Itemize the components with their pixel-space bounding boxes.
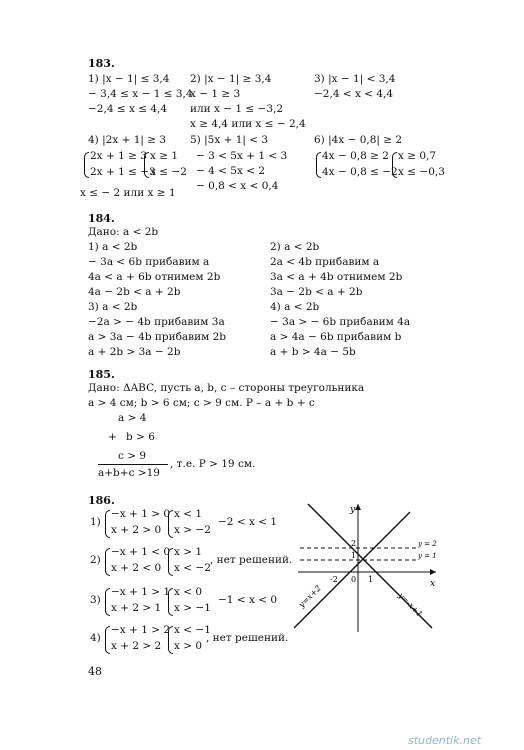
label-y-equals-minus-x-plus-1: y=-x+1	[396, 591, 425, 619]
p186-row1-brace2	[168, 510, 173, 538]
p186-row2-brace	[105, 548, 110, 576]
p186-row4-number: 4)	[90, 632, 101, 644]
p185-sum-total: a+b+c >19	[98, 467, 160, 479]
p183-c3-line2: −2,4 < x < 4,4	[314, 88, 394, 100]
page-number: 48	[88, 665, 102, 678]
p184-right-line: a > 4a − 6b прибавим b	[270, 331, 402, 343]
problem-184-header: 184.	[88, 212, 115, 225]
p183-c6-brace	[316, 152, 321, 178]
p183-c4-brace	[84, 152, 89, 178]
p186-row1-res1: x < 1	[174, 508, 203, 520]
p184-right-line: 2a < 4b прибавим a	[270, 256, 380, 268]
p186-row4-brace	[105, 626, 110, 654]
tick-x1-label: 1	[368, 575, 374, 584]
p185-conditions: a > 4 см; b > 6 см; c > 9 см. P – a + b + c	[88, 397, 315, 409]
p186-row3-brace	[105, 588, 110, 616]
p184-left-line: −2a > − 4b прибавим 3a	[88, 316, 225, 328]
tick-1-label: 1	[351, 551, 357, 560]
p183-c2-line2: x − 1 ≥ 3	[190, 88, 241, 100]
p186-row3-res1: x < 0	[174, 586, 203, 598]
p183-c4-res1: x ≥ 1	[150, 150, 179, 162]
watermark: studentik.net	[408, 734, 482, 747]
p185-sum-bar	[98, 464, 168, 465]
tick-0-label: 0	[351, 575, 357, 584]
p186-row1-brace	[105, 510, 110, 538]
tick-minus-2-label: -2	[330, 575, 338, 584]
p184-right-line: 4) a < 2b	[270, 301, 320, 313]
p183-c4-sys1: 2x + 1 ≥ 3	[90, 150, 147, 162]
p185-sum-line3: c > 9	[118, 450, 147, 462]
p186-row3-sys1: −x + 1 > 1	[111, 586, 171, 598]
p186-row1-number: 1)	[90, 516, 101, 528]
p183-c4-line1: 4) |2x + 1| ≥ 3	[88, 134, 167, 146]
y-axis-arrow-icon	[355, 504, 361, 510]
p183-c2-line4: x ≥ 4,4 или x ≤ − 2,4	[190, 118, 306, 130]
p186-row4-sys2: x + 2 > 2	[111, 640, 162, 652]
problem-186-header: 186.	[88, 494, 115, 507]
p186-row2-brace2	[168, 548, 173, 576]
p183-c5-line4: − 0,8 < x < 0,4	[196, 180, 279, 192]
problem-183-header: 183.	[88, 57, 115, 70]
p184-left-line: 3) a < 2b	[88, 301, 138, 313]
p185-sum-line1: a > 4	[118, 412, 147, 424]
p183-c4-brace2	[144, 152, 149, 178]
p184-right-line: 3a − 2b < a + 2b	[270, 286, 363, 298]
p184-left-line: 4a < a + 6b отнимем 2b	[88, 271, 221, 283]
p184-left-line: a + 2b > 3a − 2b	[88, 346, 181, 358]
p186-row1-res2: x > −2	[174, 524, 211, 536]
p184-left-line: 4a − 2b < a + 2b	[88, 286, 181, 298]
p184-given: Дано: a < 2b	[88, 226, 159, 238]
p184-left-line: 1) a < 2b	[88, 241, 138, 253]
p186-row3-res2: x > −1	[174, 602, 211, 614]
p186-row3-answer: −1 < x < 0	[218, 594, 278, 606]
p183-c4-res2: x ≤ −2	[150, 166, 187, 178]
p186-row4-brace2	[168, 626, 173, 654]
p186-row1-answer: −2 < x < 1	[218, 516, 278, 528]
p186-row1-sys2: x + 2 > 0	[111, 524, 162, 536]
p183-c6-sys1: 4x − 0,8 ≥ 2	[322, 150, 389, 162]
p183-c1-line2: − 3,4 ≤ x − 1 ≤ 3,4	[88, 88, 193, 100]
p184-left-line: − 3a < 6b прибавим a	[88, 256, 210, 268]
p184-left-line: a > 3a − 4b прибавим 2b	[88, 331, 227, 343]
p183-c6-sys2: 4x − 0,8 ≤ −2	[322, 166, 398, 178]
p183-c5-line2: − 3 < 5x + 1 < 3	[196, 150, 288, 162]
p184-right-line: − 3a > − 6b прибавим 4a	[270, 316, 411, 328]
p183-c6-res2: x ≤ −0,3	[398, 166, 445, 178]
p185-conclusion: , т.е. P > 19 см.	[170, 458, 256, 470]
line-y-equals-x-plus-2	[294, 512, 410, 628]
p183-c6-res1: x ≥ 0,7	[398, 150, 437, 162]
x-axis-arrow-icon	[430, 569, 436, 575]
p183-c2-line3: или x − 1 ≤ −3,2	[190, 103, 284, 115]
p186-row2-res1: x > 1	[174, 546, 203, 558]
p183-c4-answer: x ≤ − 2 или x ≥ 1	[80, 187, 176, 199]
p186-row3-number: 3)	[90, 594, 101, 606]
label-y-equals-x-plus-2: y=x+2	[297, 583, 323, 610]
p186-row2-answer: , нет решений.	[210, 554, 293, 566]
p186-row1-sys1: −x + 1 > 0	[111, 508, 171, 520]
p183-c2-line1: 2) |x − 1| ≥ 3,4	[190, 73, 272, 85]
p186-row3-sys2: x + 2 > 1	[111, 602, 162, 614]
x-axis-label: x	[430, 579, 436, 589]
p184-right-line: 2) a < 2b	[270, 241, 320, 253]
p184-right-line: 3a < a + 4b отнимем 2b	[270, 271, 403, 283]
p186-row4-res1: x < −1	[174, 624, 211, 636]
p183-c3-line1: 3) |x − 1| < 3,4	[314, 73, 396, 85]
p184-right-line: a + b > 4a − 5b	[270, 346, 356, 358]
p186-row2-sys2: x + 2 < 0	[111, 562, 162, 574]
p183-c5-line1: 5) |5x + 1| < 3	[190, 134, 269, 146]
tick-2-label: 2	[351, 539, 357, 548]
label-y-equals-1: y = 1	[418, 552, 437, 560]
label-y-equals-2: y = 2	[418, 540, 437, 548]
p183-c1-line3: −2,4 ≤ x ≤ 4,4	[88, 103, 168, 115]
p183-c4-sys2: 2x + 1 ≤ −3	[90, 166, 156, 178]
p186-row2-sys1: −x + 1 < 0	[111, 546, 171, 558]
p186-row2-res2: x < −2	[174, 562, 211, 574]
p186-row4-sys1: −x + 1 > 2	[111, 624, 171, 636]
p186-row2-number: 2)	[90, 554, 101, 566]
p183-c6-brace2	[392, 152, 397, 178]
p186-row4-answer: , нет решений.	[206, 632, 289, 644]
p185-plus-sign: +	[108, 431, 117, 443]
p185-sum-line2: b > 6	[126, 431, 155, 443]
p186-row3-brace2	[168, 588, 173, 616]
y-axis-label: y	[350, 505, 356, 515]
p186-row4-res2: x > 0	[174, 640, 203, 652]
p185-given: Дано: ΔABC, пусть a, b, c – стороны треугольника	[88, 382, 365, 394]
p183-c6-line1: 6) |4x − 0,8| ≥ 2	[314, 134, 403, 146]
p183-c5-line3: − 4 < 5x < 2	[196, 165, 266, 177]
p183-c1-line1: 1) |x − 1| ≤ 3,4	[88, 73, 170, 85]
p186-coordinate-graph	[290, 500, 440, 635]
problem-185-header: 185.	[88, 368, 115, 381]
